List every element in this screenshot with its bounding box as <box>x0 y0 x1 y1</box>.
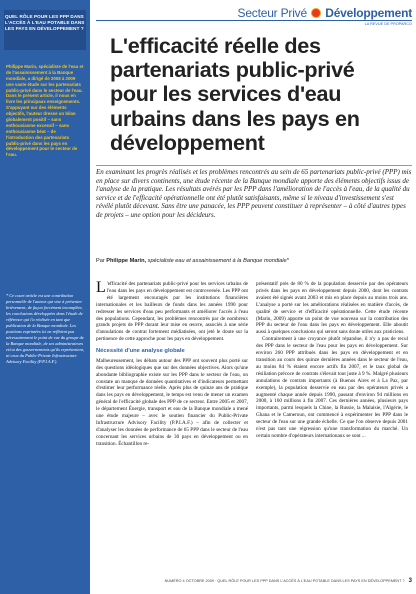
section-heading: Nécessité d'une analyse globale <box>96 348 185 355</box>
author-role: spécialiste eau et assainissement à la Banque mondiale* <box>147 258 289 264</box>
footer-text: NUMÉRO 4 OCTOBRE 2009 · QUEL RÔLE POUR LES PPP DANS L'ACCÈS À L'EAU POTABLE DANS LES PAYS EN DÉVELOPPEMENT ? <box>164 579 405 583</box>
author-name: Philippe Marin, <box>106 258 147 264</box>
sidebar-topic: QUEL RÔLE POUR LES PPP DANS L'ACCÈS À L'EAU POTABLE DANS LES PAYS EN DÉVELOPPEMENT ? <box>5 14 85 31</box>
rubric-part-a: Secteur Privé <box>237 6 307 20</box>
rubric <box>238 6 412 20</box>
page-footer <box>96 578 412 584</box>
paragraph: Malheureusement, les débats autour des PPP ont souvent plus porté sur des questions idéologiques que sur des données objectives. Alors qu'une abondante bibliographie existe sur les PPP dans le secteur de l'eau, on constate un manque de données quantitatives et d'indicateurs permettant d'estimer leur performance réelle. Après plus de quinze ans de pratique dans les pays en développement, le temps est venu de mener un examen général de l'efficacité globale des PPP de ce secteur. Entre 2005 et 2007, le département Énergie, transport et eau de la Banque mondiale a mené une étude majeure – avec le soutien financier du Public-Private Infrastructure Advisory Facility (P.P.I.A.F.) – afin de collecter et d'analyser les données de performance de 65 PPP dans le secteur de l'eau concernant les services urbains de 30 pays en développement ou en transition. Échantillon re- <box>96 357 248 447</box>
text-column-1 <box>96 281 248 448</box>
logo-icon <box>311 8 321 18</box>
drop-cap: L <box>96 279 106 296</box>
byline <box>96 258 412 264</box>
sidebar <box>0 0 90 594</box>
article-lead: En examinant les progrès réalisés et les problèmes rencontrés au sein de 65 partenariats public-privé (PPP) mis en place sur divers continents, une étude récente de la Banque mondiale apporte des éléments objectifs issus de l'analyse de la pratique. Les résultats avérés par les PPP dans l'amélioration de l'accès à l'eau, de la qualité du service et de l'efficacité opérationnelle ont été plutôt satisfaisants, même si le niveau d'investissement s'est révélé plutôt décevant. Sans être une panacée, les PPP peuvent constituer à représenter – à côté d'autres types de projets – une option pour les décideurs. <box>96 168 412 219</box>
sidebar-footnote: * Ce court article est une contribution personnelle de l'auteur qui vise à présenter brièvement, de façon forcément incomplète, les conclusions développées dans l'étude de référence qui l'a réalisée en tant que publication de la Banque mondiale. Les positions exprimées ici ne reflètent pas nécessairement le point de vue du groupe de la Banque mondiale, de ses administrateurs et/ou des gouvernements qu'ils représentent, ni ceux du Public-Private Infrastructure Advisory Facility (P.P.I.A.F.). <box>6 293 84 364</box>
page-number: 3 <box>408 578 412 584</box>
paragraph-text: 'efficacité des partenariats public-privé pour les services urbains de l'eau dans les pays en développement est controversée. Les PPP ont été largement encouragés par les institutions financières internationales et les bailleurs de fonds dans les années 1990 pour redresser les services d'eau peu performants et améliorer l'accès à l'eau des populations. Cependant, les problèmes rencontrés par de nombreux grands projets de PPP durant leur mise en œuvre, associés à une série d'annulations de contrat fortement médiatisées, ont jeté le doute sur la pertinence de cette approche pour les pays en développement. <box>96 281 248 343</box>
title-divider <box>96 165 412 166</box>
header-subtitle: LA REVUE DE PROPARCO <box>364 22 412 26</box>
sidebar-bio: Philippe Marin, spécialiste de l'eau et de l'assainissement à la Banque mondiale, a dirigé de 2008 à 2009 une vaste étude sur les partenariats public-privé dans le secteur de l'eau. Dans le présent article, il nous en livre les principaux enseignements. S'appuyant sur des éléments objectifs, l'auteur dresse un bilan globalement positif – sans enthousiasme excessif – sans enthousiasme béat – de l'introduction des partenariats public-privé dans les pays en développement pour le secteur de l'eau. <box>6 64 84 158</box>
text-column-2 <box>256 281 408 440</box>
article-title: L'efficacité réelle des partenariats public-privé pour les services d'eau urbains dans les pays en développement <box>110 33 360 155</box>
rubric-part-b: Développement <box>325 6 412 20</box>
byline-prefix: Par <box>96 258 105 264</box>
header-divider <box>96 20 412 21</box>
paragraph <box>96 281 248 343</box>
paragraph: Contrairement à une croyance plutôt répandue, il n'y a pas de recul des PPP dans le secteur de l'eau pour les pays en développement. Sur environ 260 PPP attribués dans les pays en développement et en transition au cours des quinze dernières années dans le secteur de l'eau, au moins 84 % étaient encore actifs fin 2007, et le taux global de résiliation précoce de contrats s'élevait tout juste à 9 %. Malgré plusieurs annulations de contrats importants (à Buenos Aires et à La Paz, par exemple), la population desservie en eau par des opérateurs privés a augmenté chaque année depuis 1990, passant d'environ 94 millions en 2000, à 160 millions à fin 2007. Ces dernières années, plusieurs pays importants, parmi lesquels la Chine, la Russie, la Malaisie, l'Algérie, le Ghana et le Cameroun, ont commencé à expérimenter les PPP dans le secteur de l'eau sur une grande échelle. Ce que l'on observe depuis 2001 n'est pas tant une régression qu'une transformation du marché. Un certain nombre d'opérateurs internationaux se sont ... <box>256 336 408 439</box>
paragraph: présentatif près de 80 % de la population desservie par des opérateurs privés dans les pays en développement depuis 2000, dont les contrats avaient été signés avant 2003 et mis en place depuis au moins trois ans. L'analyse a porté sur les améliorations réalisées en matière d'accès, de qualité de service et d'efficacité opérationnelle. Cette étude récente (Marin, 2009) apporte un point de vue nouveau sur la contribution des PPP du secteur de l'eau dans les pays en développement. Elle aboutit aussi à quelques conclusions qui seront sans doute utiles aux praticiens. <box>256 281 408 336</box>
